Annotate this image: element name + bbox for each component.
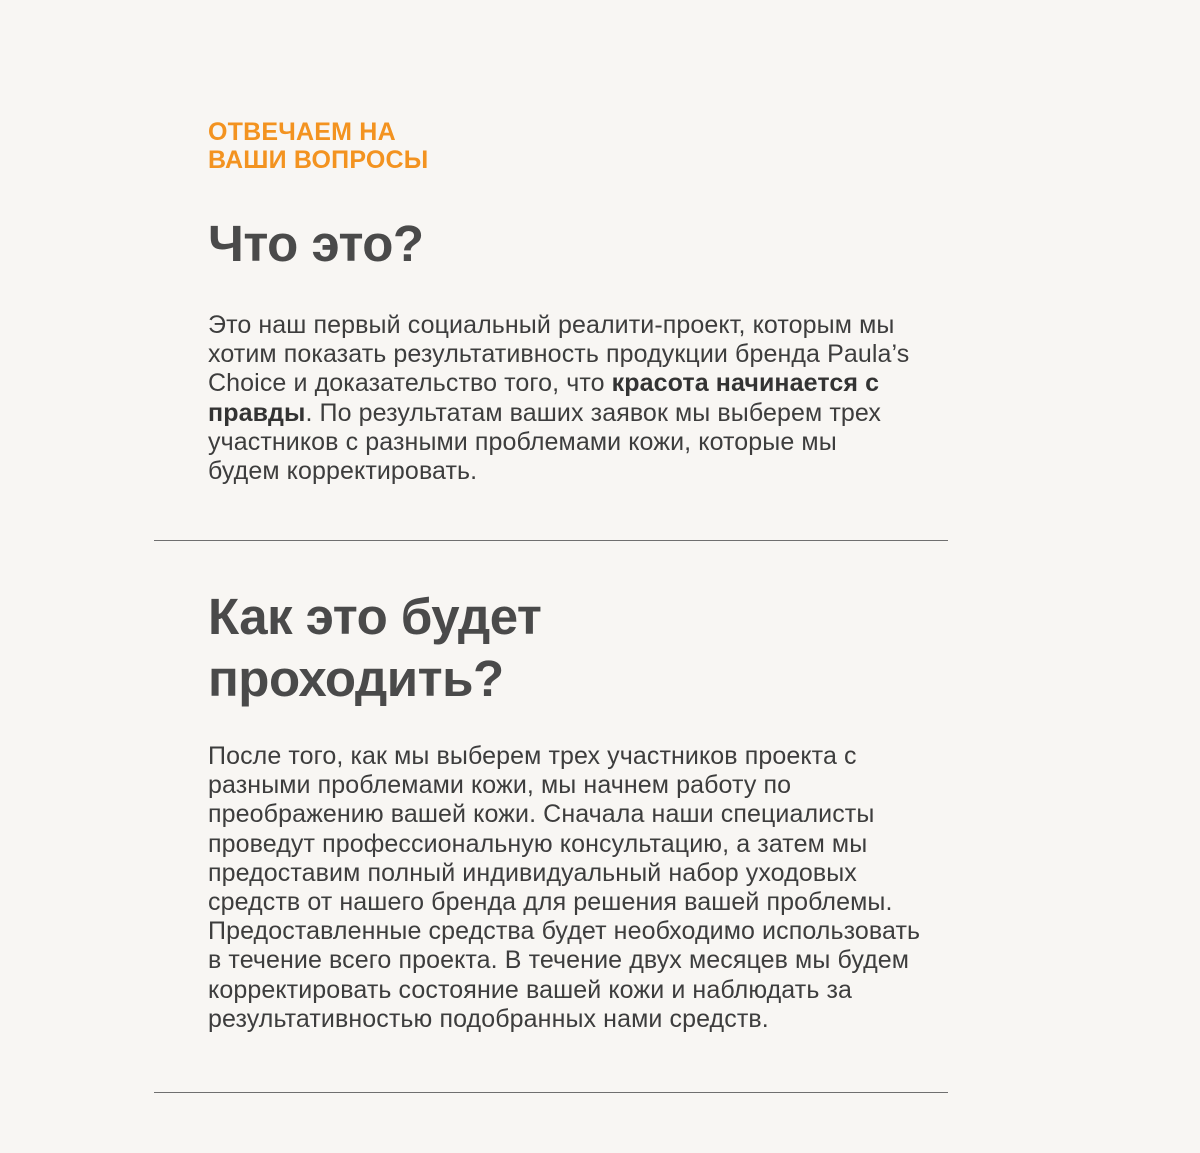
text-line: в течение всего проекта. В течение двух месяцев мы будем	[208, 946, 910, 975]
text-line: участников с разными проблемами кожи, которые мы	[208, 427, 837, 456]
heading-how-it-works	[208, 586, 541, 710]
text-line	[208, 369, 1088, 398]
section-kicker	[208, 118, 628, 174]
kicker-line-2: ВАШИ ВОПРОСЫ	[208, 146, 429, 174]
section-divider	[154, 1092, 948, 1093]
section-divider	[154, 540, 948, 541]
text-line: корректировать состояние вашей кожи и наблюдать за	[208, 975, 853, 1004]
text-line: предоставим полный индивидуальный набор уходовых	[208, 858, 857, 887]
text-line: средств от нашего бренда для решения вашей проблемы.	[208, 888, 893, 917]
heading-line-1: Как это будет	[208, 588, 542, 645]
text-line: будем корректировать.	[208, 457, 478, 486]
text-line: Предоставленные средства будет необходимо использовать	[208, 917, 921, 946]
text-line	[208, 399, 1088, 428]
text-line: После того, как мы выберем трех участников проекта с	[208, 742, 857, 770]
bold-phrase: правды	[208, 398, 306, 427]
text-line: преображению вашей кожи. Сначала наши специалисты	[208, 800, 875, 829]
kicker-line-1: ОТВЕЧАЕМ НА	[208, 118, 396, 146]
text-line: разными проблемами кожи, мы начнем работу по	[208, 771, 792, 800]
text-line: Это наш первый социальный реалити-проект, которым мы	[208, 311, 895, 339]
heading-what-is-it: Что это?	[208, 215, 424, 272]
text-fragment: . По результатам ваших заявок мы выберем трех	[305, 398, 881, 427]
paragraph-what-is-it	[208, 311, 1088, 486]
text-line: проведут профессиональную консультацию, а затем мы	[208, 829, 868, 858]
text-line: хотим показать результативность продукции бренда Paula’s	[208, 340, 910, 369]
text-fragment: Choice и доказательство того, что	[208, 369, 612, 398]
bold-phrase: красота начинается с	[611, 369, 880, 398]
heading-line-2: проходить?	[208, 650, 504, 707]
paragraph-how-it-works	[208, 742, 1088, 1034]
text-line: результативностью подобранных нами средств.	[208, 1004, 769, 1033]
